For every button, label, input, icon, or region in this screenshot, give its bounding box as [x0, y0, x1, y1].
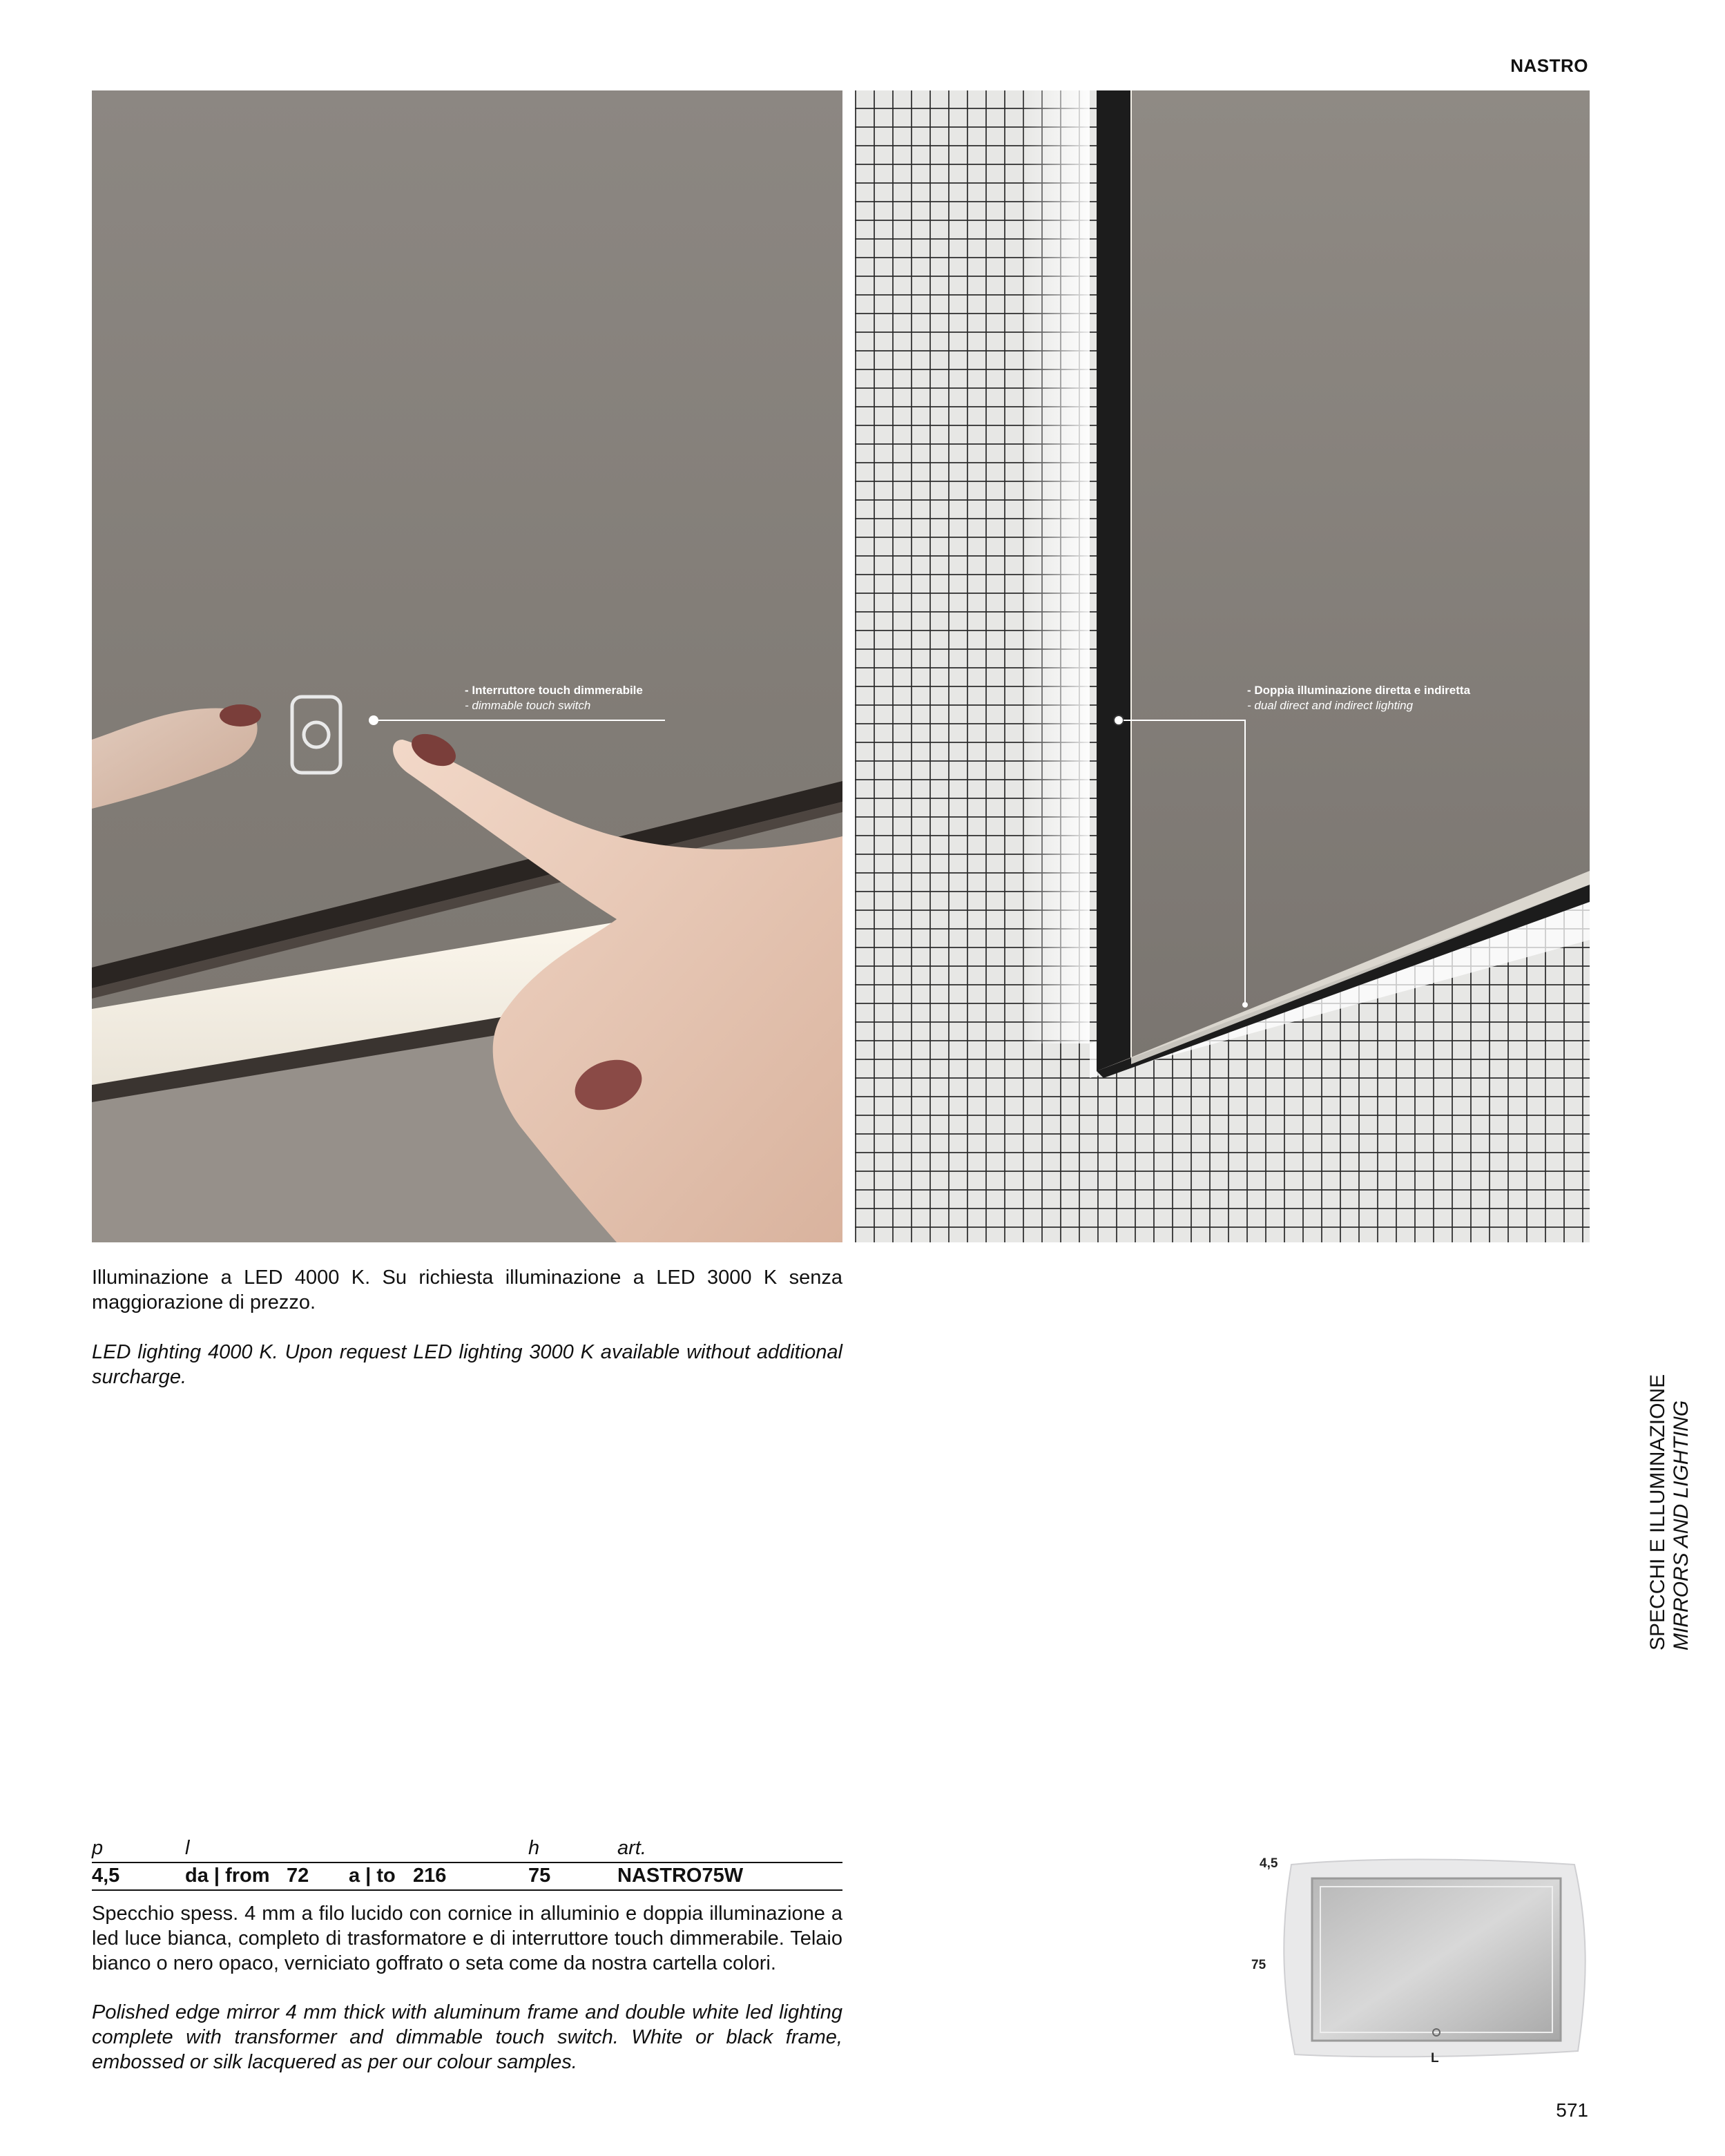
callout-dual-lighting	[1247, 683, 1470, 713]
dimension-depth: 4,5	[1260, 1856, 1278, 1871]
photo-touch-switch	[92, 90, 842, 1242]
spec-table	[92, 1836, 842, 1889]
callout-touch-switch-it: - Interruttore touch dimmerabile	[465, 684, 643, 697]
spec-header-art: art.	[617, 1837, 646, 1859]
callout-dual-lighting-it: - Doppia illuminazione diretta e indiretta	[1247, 684, 1471, 697]
photo-touch-switch-illustration	[92, 90, 842, 1242]
photo-dual-lighting-illustration	[855, 90, 1590, 1242]
spec-from-value: 72	[287, 1865, 309, 1887]
photo-dual-lighting	[855, 90, 1590, 1242]
technical-drawing	[1243, 1844, 1588, 2079]
spec-header-l: l	[185, 1837, 190, 1859]
section-label-it: SPECCHI E ILLUMINAZIONE	[1646, 1374, 1669, 1650]
dimension-width: L	[1431, 2051, 1439, 2066]
technical-drawing-svg	[1243, 1844, 1588, 2079]
spec-table-header	[92, 1836, 842, 1862]
spec-value-h: 75	[528, 1865, 551, 1887]
page-title: NASTRO	[1510, 55, 1588, 76]
spec-header-h: h	[528, 1837, 540, 1859]
spec-to-label: a | to	[349, 1865, 396, 1887]
description-it: Specchio spess. 4 mm a filo lucido con cornice in alluminio e doppia illuminazione a led luce bianca, completo di trasformatore e di interruttore touch dimmerabile. Telaio bianco o nero opaco, verniciato goffrato o seta come da nostra cartella colori.	[92, 1903, 842, 1974]
lighting-note-it: Illuminazione a LED 4000 K. Su richiesta illuminazione a LED 3000 K senza maggiorazione di prezzo.	[92, 1267, 842, 1313]
section-label-en: MIRRORS AND LIGHTING	[1670, 1400, 1693, 1650]
spec-value-p: 4,5	[92, 1865, 120, 1887]
touch-switch-icon	[292, 697, 340, 773]
spec-value-art: NASTRO75W	[617, 1865, 744, 1887]
spec-header-p: p	[92, 1837, 104, 1859]
callout-touch-switch	[465, 683, 643, 713]
lighting-note-en: LED lighting 4000 K. Upon request LED lighting 3000 K available without additional surcharge.	[92, 1341, 842, 1388]
callout-touch-switch-en: - dimmable touch switch	[465, 699, 591, 712]
callout-dual-lighting-en: - dual direct and indirect lighting	[1247, 699, 1414, 712]
spec-rule-bottom	[92, 1889, 842, 1891]
spec-from-label: da | from	[185, 1865, 270, 1887]
spec-table-row	[92, 1863, 842, 1889]
section-side-label	[1646, 1360, 1708, 1650]
dimension-height: 75	[1251, 1958, 1266, 1972]
description-en: Polished edge mirror 4 mm thick with aluminum frame and double white led lighting complete with transformer and dimmable touch switch. White or black frame, embossed or silk lacquered as per our colour samples.	[92, 2001, 842, 2073]
page-number: 571	[1556, 2099, 1588, 2121]
spec-to-value: 216	[413, 1865, 447, 1887]
